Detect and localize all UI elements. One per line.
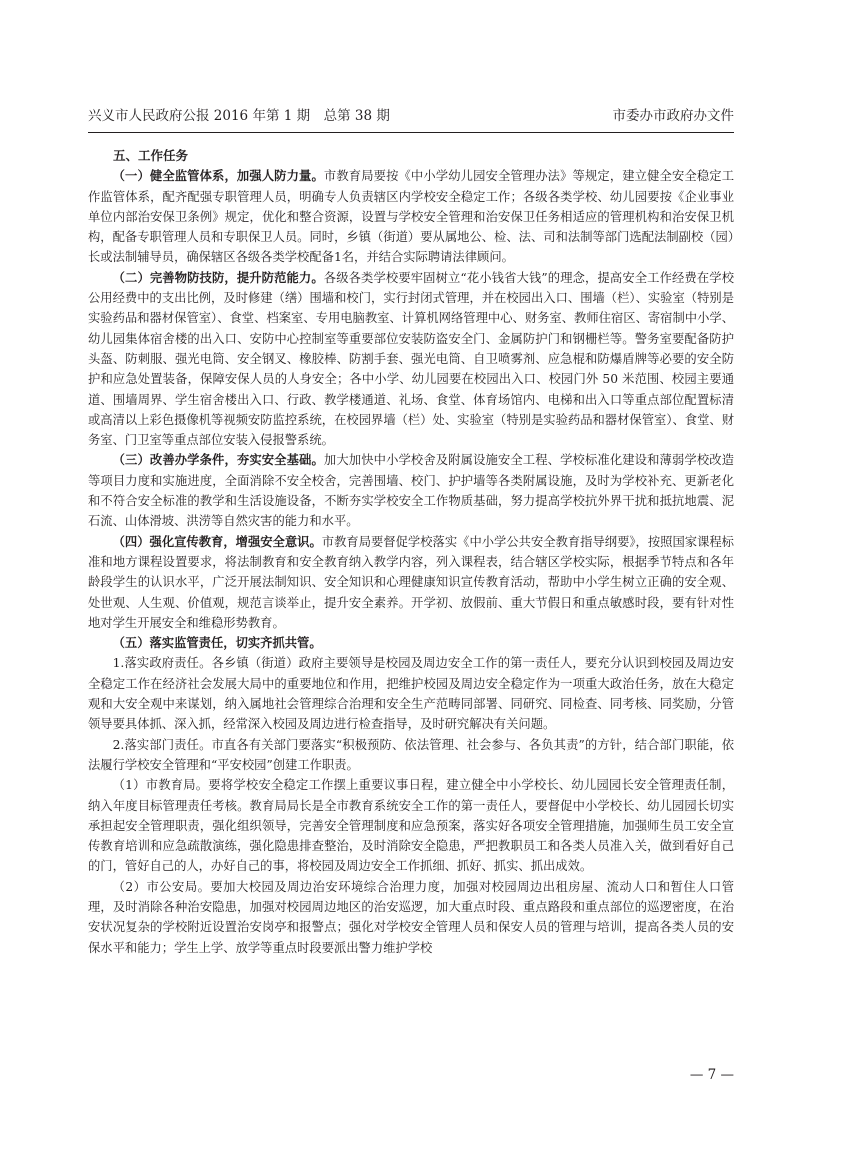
paragraph-1 [88,166,734,267]
paragraph-lead: （五）落实监管责任，切实齐抓共管。 [112,636,322,651]
paragraph-5 [88,633,734,653]
paragraph-lead: （三）改善办学条件，夯实安全基础。 [112,453,324,468]
paragraph-lead: （二）完善物防技防，提升防范能力。 [112,270,324,285]
section-title: 五、工作任务 [113,148,189,163]
paragraph-3 [88,450,734,531]
paragraph-text: 2.落实部门责任。市直各有关部门要落实“积极预防、依法管理、社会参与、各负其责”的方针，结合部门职能，依法履行学校安全管理和“平安校园”创建工作职责。 [88,737,734,772]
paragraph-4 [88,532,734,633]
paragraph-text: 加大加快中小学校舍及附属设施安全工程、学校标准化建设和薄弱学校改造等项目力度和实施进度，全面消除不安全校舍，完善围墙、校门、护护墙等各类附属设施，及时为学校补充、更新老化和不符合安全标准的教学和生活设施设备，不断夯实学校安全工作物质基础，努力提高学校抗外界干扰和抵抗地震、泥石流、山体滑坡、洪涝等自然灾害的能力和水平。 [88,453,734,529]
paragraph-text: 1.落实政府责任。各乡镇（街道）政府主要领导是校园及周边安全工作的第一责任人，要充分认识到校园及周边安全稳定工作在经济社会发展大局中的重要地位和作用，把维护校园及周边安全稳定作为一项重大政治任务，放在大稳定观和大安全观中来谋划，纳入属地社会管理综合治理和安全生产范畴同部署、同研究、同检查、同考核、同奖励，分管领导要具体抓、深入抓，经常深入校园及周边进行检查指导，及时研究解决有关问题。 [88,656,734,732]
paragraph-text: 市教育局要按《中小学幼儿园安全管理办法》等规定，建立健全安全稳定工作监管体系，配齐配强专职管理人员，明确专人负责辖区内学校安全稳定工作；各级各类学校、幼儿园要按《企业事业单位内部治安保卫条例》规定，优化和整合资源，设置与学校安全管理和治安保卫任务相适应的管理机构和治安保卫机构，配备专职管理人员和专职保卫人员。同时，乡镇（街道）要从属地公、检、法、司和法制等部门选配法制副校（园）长或法制辅导员，确保辖区各级各类学校配备1名，并结合实际聘请法律顾问。 [88,169,734,265]
paragraph-6 [88,653,734,734]
paragraph-7 [88,735,734,776]
header-section-label: 市委办市政府办文件 [612,108,734,124]
paragraph-9 [88,877,734,958]
paragraph-2 [88,268,734,451]
paragraph-lead: （一）健全监管体系，加强人防力量。 [112,169,324,184]
paragraph-lead: （四）强化宣传教育，增强安全意识。 [112,534,322,549]
header-publication-info: 兴义市人民政府公报 2016 年第 1 期 总第 38 期 [88,108,390,124]
paragraph-text: 市教育局要督促学校落实《中小学公共安全教育指导纲要》，按照国家课程标准和地方课程设置要求，将法制教育和安全教育纳入教学内容，列入课程表，结合辖区学校实际，根据季节特点和各年龄段学生的认识水平，广泛开展法制知识、安全知识和心理健康知识宣传教育活动，帮助中小学生树立正确的安全观、处世观、人生观、价值观，规范言谈举止，提升安全素养。开学初、放假前、重大节假日和重点敏感时段，要有针对性地对学生开展安全和维稳形势教育。 [88,534,734,630]
paragraph-8 [88,775,734,876]
document-body [88,146,734,958]
paragraph-text: （2）市公安局。要加大校园及周边治安环境综合治理力度，加强对校园周边出租房屋、流动人口和暂住人口管理，及时消除各种治安隐患，加强对校园周边地区的治安巡逻，加大重点时段、重点路段和重点部位的巡逻密度，在治安状况复杂的学校附近设置治安岗亭和报警点；强化对学校安全管理人员和保安人员的管理与培训，提高各类人员的安保水平和能力；学生上学、放学等重点时段要派出警力维护学校 [88,879,734,955]
paragraph-text: （1）市教育局。要将学校安全稳定工作摆上重要议事日程，建立健全中小学校长、幼儿园园长安全管理责任制，纳入年度目标管理责任考核。教育局局长是全市教育系统安全工作的第一责任人，要督促中小学校长、幼儿园园长切实承担起安全管理职责，强化组织领导，完善安全管理制度和应急预案，落实好各项安全管理措施，加强师生员工安全宣传教育培训和应急疏散演练，强化隐患排查整治，及时消除安全隐患，严把教职员工和各类人员准入关，做到看好自己的门，管好自己的人，办好自己的事，将校园及周边安全工作抓细、抓好、抓实、抓出成效。 [88,778,734,874]
header-divider [88,132,734,133]
page-number: — 7 — [689,1067,734,1083]
paragraph-text: 各级各类学校要牢固树立“花小钱省大钱”的理念，提高安全工作经费在学校公用经费中的支出比例，及时修建（缮）围墙和校门，实行封闭式管理，并在校园出入口、围墙（栏）、实验室（特别是实验药品和器材保管室）、食堂、档案室、专用电脑教室、计算机网络管理中心、财务室、教师住宿区、寄宿制中小学、幼儿园集体宿舍楼的出入口、安防中心控制室等重要部位安装防盗安全门、金属防护门和钢栅栏等。警务室要配备防护头盔、防刺服、强光电筒、安全钢叉、橡胶棒、防割手套、强光电筒、自卫喷雾剂、应急棍和防爆盾牌等必要的安全防护和应急处置装备，保障安保人员的人身安全；各中小学、幼儿园要在校园出入口、校园门外 50 米范围、校园主要通道、围墙周界、学生宿舍楼出入口、行政、教学楼通道、礼场、食堂、体育场馆内、电梯和出入口等重点部位配置标清或高清以上彩色摄像机等视频安防监控系统，在校园界墙（栏）处、实验室（特别是实验药品和器材保管室）、食堂、财务室、门卫室等重点部位安装入侵报警系统。 [88,270,734,448]
